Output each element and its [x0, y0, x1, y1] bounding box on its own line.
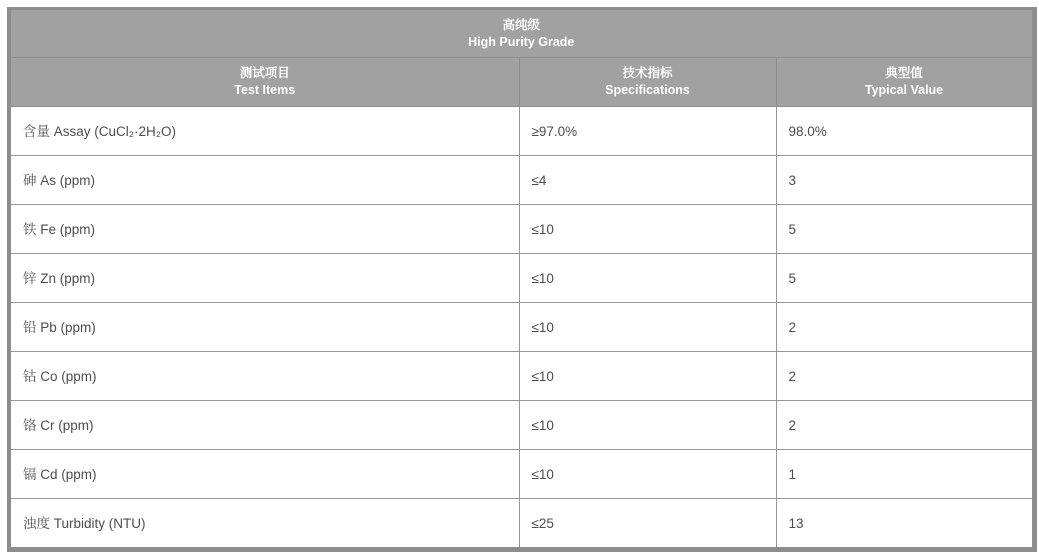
column-header-test-items-en: Test Items — [234, 83, 296, 97]
table-row — [9, 107, 1034, 156]
cell-test-item: 浊度 Turbidity (NTU) — [9, 499, 519, 550]
column-header-test-items — [9, 58, 519, 107]
column-header-specifications-en: Specifications — [605, 83, 690, 97]
cell-test-item: 锌 Zn (ppm) — [9, 254, 519, 303]
cell-typical-value: 2 — [776, 303, 1034, 352]
cell-typical-value: 5 — [776, 254, 1034, 303]
cell-specification: ≤25 — [519, 499, 776, 550]
column-header-typical-value-en: Typical Value — [864, 83, 944, 97]
column-header-specifications — [519, 58, 776, 107]
column-header-typical-value-cn: 典型值 — [885, 66, 923, 80]
table-row — [9, 205, 1034, 254]
cell-test-item: 钴 Co (ppm) — [9, 352, 519, 401]
table-row — [9, 352, 1034, 401]
column-header-row — [9, 58, 1034, 107]
table-row — [9, 303, 1034, 352]
table-title-row — [9, 9, 1034, 58]
column-header-typical-value — [776, 58, 1034, 107]
cell-specification: ≤10 — [519, 205, 776, 254]
cell-specification: ≤10 — [519, 254, 776, 303]
cell-typical-value: 13 — [776, 499, 1034, 550]
cell-typical-value: 98.0% — [776, 107, 1034, 156]
high-purity-grade-spec-table — [7, 7, 1037, 552]
cell-specification: ≤10 — [519, 303, 776, 352]
cell-specification: ≥97.0% — [519, 107, 776, 156]
cell-test-item: 砷 As (ppm) — [9, 156, 519, 205]
table-row — [9, 254, 1034, 303]
column-header-test-items-cn: 测试项目 — [239, 66, 290, 80]
table-title-cell — [9, 9, 1034, 58]
table-title-cn: 高纯级 — [502, 17, 541, 32]
cell-typical-value: 2 — [776, 352, 1034, 401]
cell-typical-value: 2 — [776, 401, 1034, 450]
table-row — [9, 499, 1034, 550]
cell-test-item: 铅 Pb (ppm) — [9, 303, 519, 352]
cell-specification: ≤10 — [519, 401, 776, 450]
cell-specification: ≤10 — [519, 352, 776, 401]
table-row — [9, 401, 1034, 450]
cell-typical-value: 1 — [776, 450, 1034, 499]
table-row — [9, 450, 1034, 499]
cell-test-item: 镉 Cd (ppm) — [9, 450, 519, 499]
cell-test-item: 铁 Fe (ppm) — [9, 205, 519, 254]
cell-specification: ≤10 — [519, 450, 776, 499]
table-title-en: High Purity Grade — [468, 34, 575, 49]
cell-test-item: 含量 Assay (CuCl₂·2H₂O) — [9, 107, 519, 156]
column-header-specifications-cn: 技术指标 — [622, 66, 673, 80]
cell-typical-value: 5 — [776, 205, 1034, 254]
table-row — [9, 156, 1034, 205]
cell-test-item: 铬 Cr (ppm) — [9, 401, 519, 450]
cell-typical-value: 3 — [776, 156, 1034, 205]
cell-specification: ≤4 — [519, 156, 776, 205]
